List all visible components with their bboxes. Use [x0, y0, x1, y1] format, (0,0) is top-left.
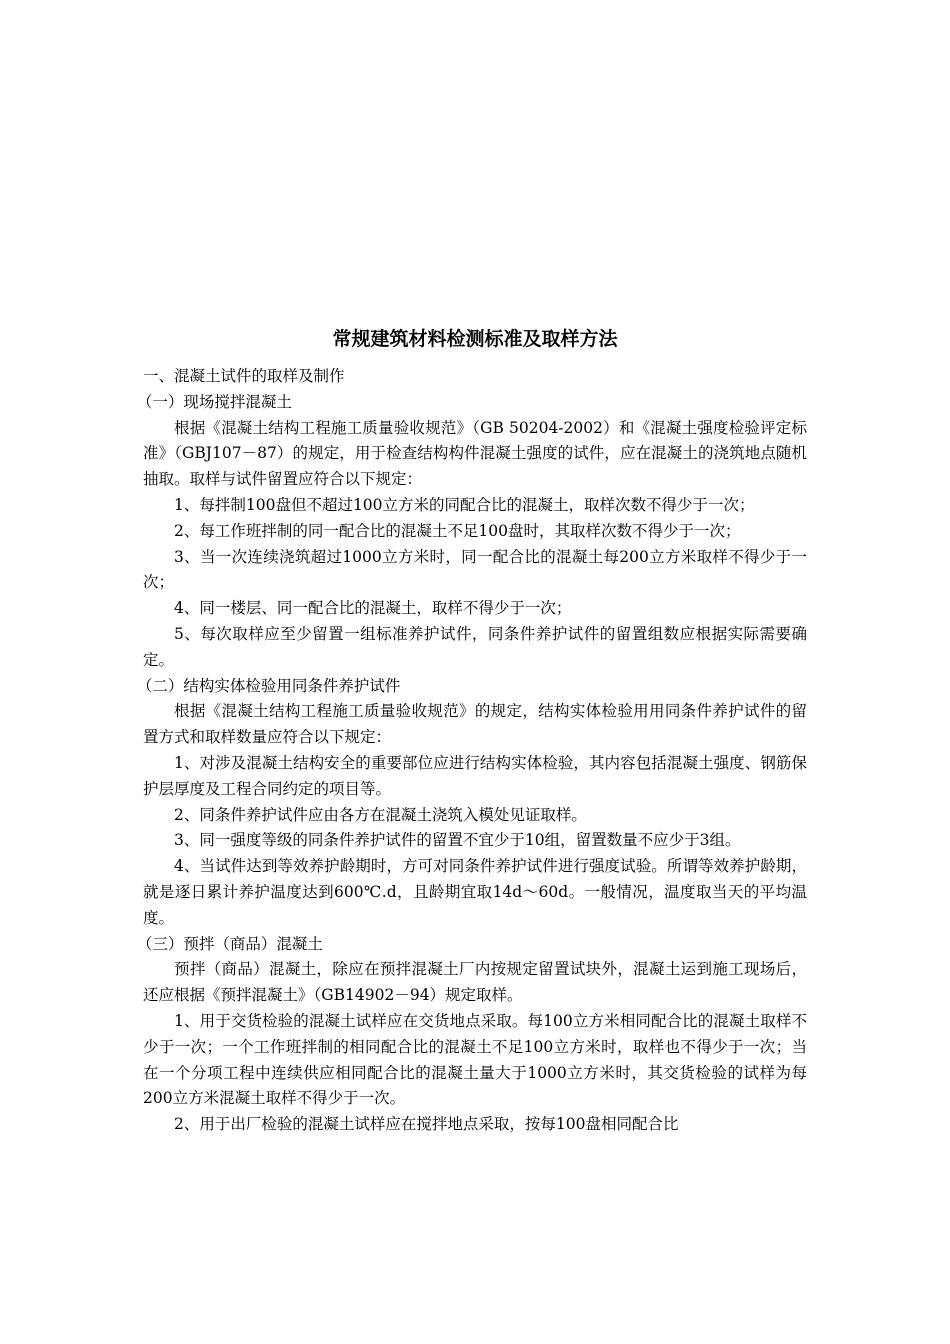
list-item: 1、对涉及混凝土结构安全的重要部位应进行结构实体检验，其内容包括混凝土强度、钢筋保护层厚度及工程合同约定的项目等。 [143, 753, 807, 798]
page-title: 常规建筑材料检测标准及取样方法 [332, 328, 618, 350]
subsection-heading: （二）结构实体检验用同条件养护试件 [136, 676, 401, 695]
document-body [136, 364, 807, 1138]
list-item: 2、每工作班拌制的同一配合比的混凝土不足100盘时，其取样次数不得少于一次； [174, 521, 741, 540]
list-item: 3、同一强度等级的同条件养护试件的留置不宜少于10组，留置数量不应少于3组。 [174, 831, 741, 850]
subsection-heading: （一）现场搅拌混凝土 [136, 392, 292, 411]
paragraph: 根据《混凝土结构工程施工质量验收规范》（GB 50204-2002）和《混凝土强度检验评定标准》（GBJ107－87）的规定，用于检查结构构件混凝土强度的试件，应在混凝土的浇筑地点随机抽取。取样与试件留置应符合以下规定： [143, 418, 807, 489]
list-item: 4、同一楼层、同一配合比的混凝土，取样不得少于一次； [174, 599, 572, 618]
list-item: 3、当一次连续浇筑超过1000立方米时，同一配合比的混凝土每200立方米取样不得少于一次； [143, 547, 807, 592]
list-item: 4、当试件达到等效养护龄期时，方可对同条件养护试件进行强度试验。所谓等效养护龄期，就是逐日累计养护温度达到600℃.d，且龄期宜取14d～60d。一般情况，温度取当天的平均温度。 [143, 857, 807, 927]
paragraph: 根据《混凝土结构工程施工质量验收规范》的规定，结构实体检验用用同条件养护试件的留置方式和取样数量应符合以下规定： [143, 702, 807, 747]
list-item: 2、用于出厂检验的混凝土试样应在搅拌地点采取，按每100盘相同配合比 [174, 1115, 679, 1134]
list-item: 1、每拌制100盘但不超过100立方米的同配合比的混凝土，取样次数不得少于一次； [174, 495, 755, 514]
list-item: 1、用于交货检验的混凝土试样应在交货地点采取。每100立方米相同配合比的混凝土取样不少于一次；一个工作班拌制的相同配合比的混凝土不足100立方米时，取样也不得少于一次；当在一个分项工程中连续供应相同配合比的混凝土量大于1000立方米时，其交货检验的试样为每200立方米混凝土取样不得少于一次。 [143, 1011, 807, 1108]
list-item: 5、每次取样应至少留置一组标准养护试件，同条件养护试件的留置组数应根据实际需要确定。 [143, 624, 807, 669]
subsection-heading: （三）预拌（商品）混凝土 [136, 934, 323, 953]
list-item: 2、同条件养护试件应由各方在混凝土浇筑入模处见证取样。 [174, 805, 587, 824]
paragraph: 预拌（商品）混凝土，除应在预拌混凝土厂内按规定留置试块外，混凝土运到施工现场后，还应根据《预拌混凝土》（GB14902－94）规定取样。 [143, 960, 807, 1005]
section-heading: 一、混凝土试件的取样及制作 [143, 367, 345, 385]
